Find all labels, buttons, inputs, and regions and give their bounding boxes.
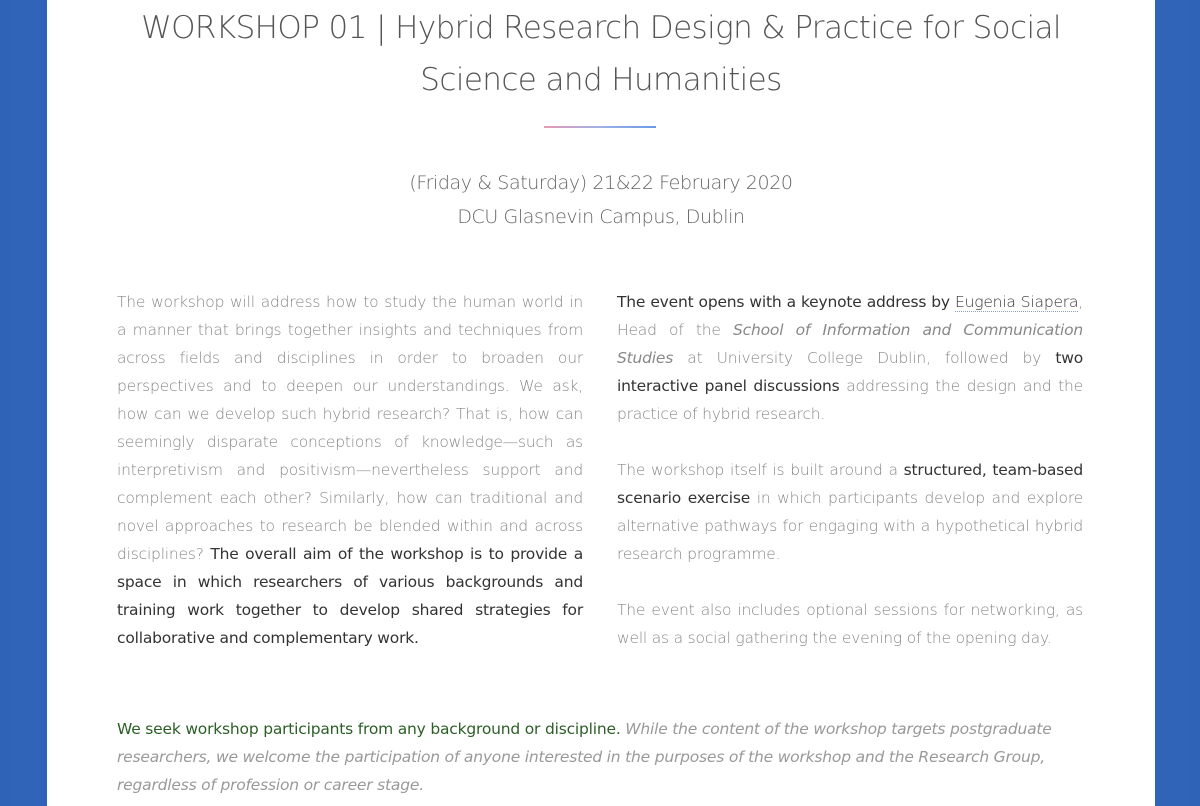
- right-column: [617, 288, 1083, 680]
- page-title-line-1: WORKSHOP 01 | Hybrid Research Design & Practice for Social: [141, 10, 1061, 46]
- page-title-line-2: Science and Humanities: [420, 62, 782, 98]
- keynote-paragraph: [617, 288, 1083, 428]
- school-name: School of Information and Communication Studies: [617, 321, 1083, 367]
- event-date: (Friday & Saturday) 21&22 February 2020: [409, 172, 793, 194]
- keynote-mid: at University College Dublin, followed by: [687, 349, 1042, 367]
- intro-paragraph: [117, 288, 583, 652]
- exercise-end: in which participants develop and explore alternative pathways for engaging with a hypothetical hybrid research programme.: [617, 489, 1083, 563]
- exercise-start: The workshop itself is built around a: [617, 461, 898, 479]
- exercise-highlight: structured, team-based scenario exercise: [617, 461, 1083, 507]
- aim-text: The overall aim of the workshop is to provide a space in which researchers of various backgrounds and training work together to develop shared strategies for collaborative and complementary work.: [117, 545, 584, 647]
- keynote-end: addressing the design and the practice of hybrid research.: [617, 377, 1084, 423]
- keynote-lead: The event opens with a keynote address by: [617, 293, 950, 311]
- panel-discussions: two interactive panel discussions: [617, 349, 1083, 395]
- page-title: [47, 2, 1155, 106]
- content-page: [47, 0, 1155, 806]
- event-meta: [47, 166, 1155, 234]
- cta-highlight: We seek workshop participants from any background or discipline.: [117, 720, 621, 738]
- keynote-speaker-link[interactable]: Eugenia Siapera: [955, 293, 1079, 311]
- keynote-after-link: , Head of the: [617, 293, 1083, 339]
- title-divider: [544, 126, 656, 128]
- event-location: DCU Glasnevin Campus, Dublin: [457, 206, 745, 228]
- cta-note: While the content of the workshop targets postgraduate researchers, we welcome the participation of anyone interested in the purposes of the workshop and the Research Group, regardless of profession or career stage.: [117, 720, 1052, 794]
- exercise-paragraph: [617, 456, 1083, 568]
- intro-text: The workshop will address how to study the human world in a manner that brings together insights and techniques from across fields and disciplines in order to broaden our perspectives and to deepen our understandings. We ask, how can we develop such hybrid research? That is, how can seemingly disparate conceptions of knowledge—such as interpretivism and positivism—nevertheless support and complement each other? Similarly, how can traditional and novel approaches to research be blended within and across disciplines?: [117, 293, 583, 563]
- call-to-action: [117, 715, 1087, 799]
- left-column: [117, 288, 583, 680]
- networking-paragraph: The event also includes optional sessions for networking, as well as a social gathering the evening of the opening day.: [617, 601, 1083, 647]
